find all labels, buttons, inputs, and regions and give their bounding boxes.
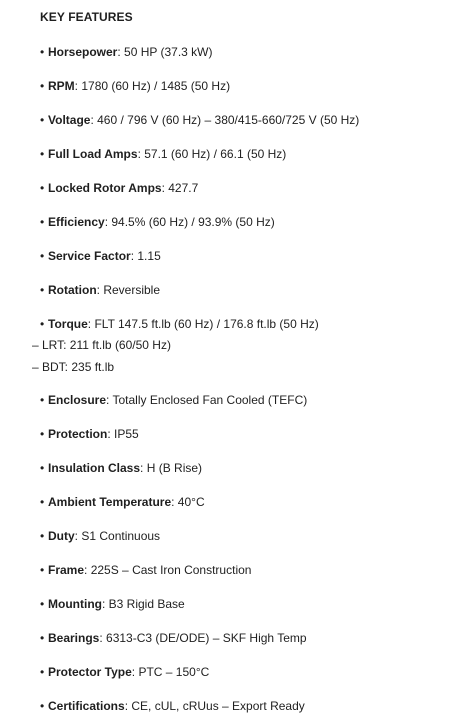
feature-item-locked-rotor-amps: [40, 180, 198, 196]
feature-value: : 427.7: [161, 181, 199, 195]
section-heading: KEY FEATURES: [40, 10, 133, 24]
feature-item-ambient-temperature: [40, 494, 205, 510]
bullet: •: [40, 393, 45, 407]
feature-value: : S1 Continuous: [74, 529, 161, 543]
feature-value: : B3 Rigid Base: [101, 597, 185, 611]
feature-value: : Totally Enclosed Fan Cooled (TEFC): [106, 393, 308, 407]
bullet: •: [40, 181, 45, 195]
feature-item-efficiency: [40, 214, 275, 230]
feature-label: Mounting: [48, 597, 102, 611]
bullet: •: [40, 427, 45, 441]
feature-value: : CE, cUL, cRUus – Export Ready: [124, 699, 305, 713]
feature-item-frame: [40, 562, 251, 578]
feature-label: Horsepower: [48, 45, 118, 59]
feature-value: : 50 HP (37.3 kW): [117, 45, 213, 59]
feature-label: Insulation Class: [48, 461, 141, 475]
bullet: •: [40, 699, 45, 713]
feature-item-protector-type: [40, 664, 209, 680]
feature-item-mounting: [40, 596, 185, 612]
feature-item-torque: [32, 316, 319, 378]
feature-item-voltage: [40, 112, 359, 128]
bullet: •: [40, 317, 45, 331]
bullet: •: [40, 45, 45, 59]
feature-label: Frame: [48, 563, 85, 577]
feature-item-insulation-class: [40, 460, 202, 476]
feature-value: : 57.1 (60 Hz) / 66.1 (50 Hz): [137, 147, 287, 161]
feature-label: Efficiency: [48, 215, 105, 229]
feature-label: Protection: [48, 427, 108, 441]
feature-item-rotation: [40, 282, 160, 298]
feature-item-certifications: [40, 698, 305, 714]
feature-item-horsepower: [40, 44, 213, 60]
bullet: •: [40, 597, 45, 611]
torque-bdt: – BDT: 235 ft.lb: [32, 360, 115, 374]
feature-item-protection: [40, 426, 139, 442]
feature-value: : 1780 (60 Hz) / 1485 (50 Hz): [74, 79, 231, 93]
feature-item-duty: [40, 528, 160, 544]
bullet: •: [40, 529, 45, 543]
feature-item-enclosure: [40, 392, 307, 408]
feature-value: : FLT 147.5 ft.lb (60 Hz) / 176.8 ft.lb (50 Hz): [87, 317, 319, 331]
feature-item-rpm: [40, 78, 230, 94]
feature-item-bearings: [40, 630, 307, 646]
feature-label: Duty: [48, 529, 75, 543]
feature-item-service-factor: [40, 248, 161, 264]
bullet: •: [40, 147, 45, 161]
feature-value: : 1.15: [130, 249, 161, 263]
feature-label: Service Factor: [48, 249, 131, 263]
feature-value: : 94.5% (60 Hz) / 93.9% (50 Hz): [104, 215, 275, 229]
bullet: •: [40, 665, 45, 679]
feature-value: : 460 / 796 V (60 Hz) – 380/415-660/725 V (50 Hz): [90, 113, 360, 127]
torque-lrt: – LRT: 211 ft.lb (60/50 Hz): [32, 338, 171, 352]
bullet: •: [40, 631, 45, 645]
feature-label: Protector Type: [48, 665, 132, 679]
bullet: •: [40, 215, 45, 229]
feature-item-full-load-amps: [40, 146, 286, 162]
feature-value: : H (B Rise): [140, 461, 203, 475]
bullet: •: [40, 563, 45, 577]
bullet: •: [40, 249, 45, 263]
bullet: •: [40, 461, 45, 475]
feature-label: Enclosure: [48, 393, 107, 407]
feature-label: RPM: [48, 79, 75, 93]
feature-label: Torque: [48, 317, 88, 331]
bullet: •: [40, 283, 45, 297]
bullet: •: [40, 113, 45, 127]
bullet: •: [40, 495, 45, 509]
feature-label: Voltage: [48, 113, 91, 127]
feature-value: : PTC – 150°C: [131, 665, 210, 679]
bullet: •: [40, 79, 45, 93]
feature-value: : Reversible: [96, 283, 161, 297]
feature-label: Bearings: [48, 631, 100, 645]
feature-label: Certifications: [48, 699, 125, 713]
feature-value: : 225S – Cast Iron Construction: [84, 563, 252, 577]
feature-label: Ambient Temperature: [48, 495, 172, 509]
feature-value: : 6313-C3 (DE/ODE) – SKF High Temp: [99, 631, 307, 645]
feature-label: Locked Rotor Amps: [48, 181, 162, 195]
feature-label: Rotation: [48, 283, 97, 297]
feature-value: : IP55: [107, 427, 139, 441]
feature-label: Full Load Amps: [48, 147, 138, 161]
feature-value: : 40°C: [171, 495, 205, 509]
